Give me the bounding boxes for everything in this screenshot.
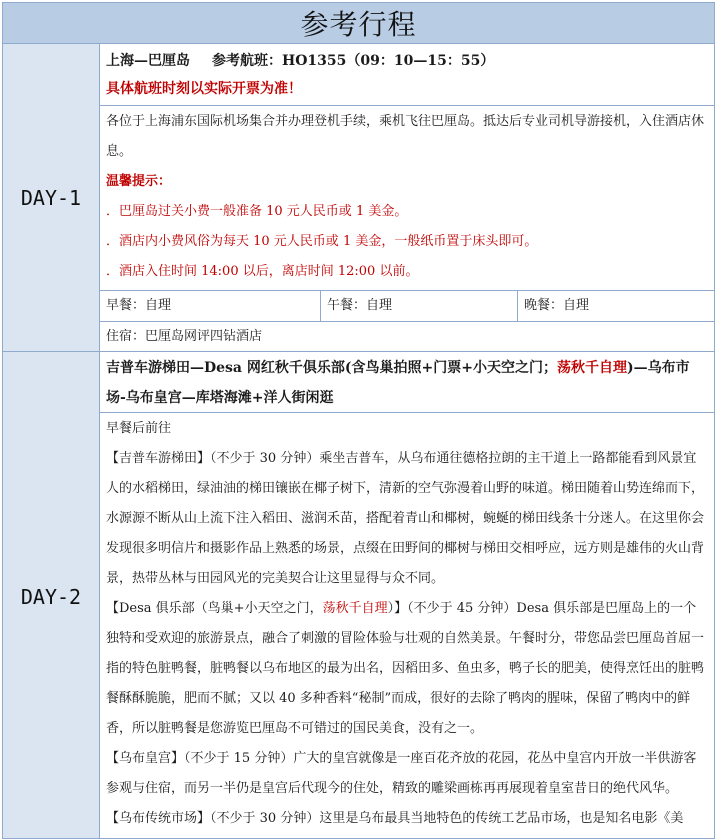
day1-meals-row bbox=[100, 291, 714, 322]
day2-route-red: 荡秋千自理 bbox=[556, 360, 627, 376]
day2-p2-text: （不少于 45 分钟）Desa 俱乐部是巴厘岛上的一个独特和受欢迎的旅游景点，融合了刺激的冒险体验与壮观的自然美景。午餐时分，带您品尝巴厘岛首屈一指的特色脏鸭餐，脏鸭餐以乌布地区的最为出名，因稻田多、鱼虫多，鸭子长的肥美，使得烹饪出的脏鸭餐酥酥脆脆，肥而不腻；又以 40 多种香料“秘制”而成，很好的去除了鸭肉的腥味，保留了鸭肉中的鲜香，所以脏鸭餐是您游览巴厘岛不可错过的国民美食，没有之一。 bbox=[106, 601, 705, 736]
day1-body bbox=[100, 44, 714, 351]
day2-paragraph-4 bbox=[106, 804, 708, 834]
day1-row bbox=[3, 44, 714, 352]
day1-label: DAY-1 bbox=[20, 185, 82, 210]
day2-p3-text: （不少于 15 分钟）广大的皇宫就像是一座百花齐放的花园，花丛中皇宫内开放一半供游客参观与住宿，而另一半仍是皇宫后代现今的住处，精致的雕梁画栋再再展现着皇室昔日的绝代风华。 bbox=[106, 751, 697, 796]
itinerary-table bbox=[2, 2, 715, 839]
day2-description-cell bbox=[100, 413, 714, 834]
day1-description-cell bbox=[100, 106, 714, 291]
day1-dinner: 晚餐：自理 bbox=[524, 298, 590, 313]
day2-route-part-a: 吉普车游梯田—Desa 网红秋千俱乐部(含鸟巢拍照+门票+小天空之门； bbox=[106, 360, 557, 376]
page-title: 参考行程 bbox=[300, 8, 417, 41]
day2-route bbox=[106, 352, 708, 413]
day2-paragraph-3 bbox=[106, 744, 708, 804]
day2-p1-tag: 【吉普车游梯田】 bbox=[106, 451, 211, 466]
day1-hotel: 住宿：巴厘岛网评四钻酒店 bbox=[106, 329, 263, 344]
day1-tip-1: ．巴厘岛过关小费一般准备 10 元人民币或 1 美金。 bbox=[106, 204, 408, 219]
day1-tips-title: 温馨提示： bbox=[106, 174, 172, 189]
day2-p2-tag-red: 荡秋千自理 bbox=[322, 601, 388, 616]
day1-tip-2: ．酒店内小费风俗为每天 10 元人民币或 1 美金，一般纸币置于床头即可。 bbox=[106, 234, 538, 249]
day1-hotel-cell bbox=[100, 322, 714, 352]
day2-paragraph-2 bbox=[106, 594, 708, 744]
day1-warning: 具体航班时刻以实际开票为准！ bbox=[106, 81, 302, 97]
title-bar bbox=[3, 3, 714, 44]
day1-breakfast: 早餐：自理 bbox=[100, 291, 321, 321]
day2-body bbox=[100, 352, 714, 839]
day2-route-part-b: )—乌布市场-乌布皇宫—库塔海滩+洋人街闲逛 bbox=[106, 360, 690, 406]
day1-label-cell bbox=[3, 44, 100, 351]
day1-tip-3: ．酒店入住时间 14:00 以后，离店时间 12:00 以前。 bbox=[106, 264, 419, 279]
day2-header-cell bbox=[100, 352, 714, 413]
day2-row bbox=[3, 352, 714, 839]
day2-p2-tag-b: ）】 bbox=[387, 601, 408, 616]
day2-paragraph-1 bbox=[106, 444, 708, 594]
day2-p4-tag: 【乌布传统市场】 bbox=[106, 811, 211, 826]
day1-flight: 参考航班：HO1355（09：10—15：55） bbox=[212, 53, 495, 69]
day1-lunch: 午餐：自理 bbox=[321, 291, 518, 321]
day2-p3-tag: 【乌布皇宫】 bbox=[106, 751, 185, 766]
day2-p1-text: （不少于 30 分钟）乘坐吉普车，从乌布通往德格拉朗的主干道上一路都能看到风景宜人的水稻梯田，绿油油的梯田镶嵌在椰子树下，清新的空气弥漫着山野的味道。梯田随着山势连绵而下，水源源不断从山上流下注入稻田、滋润禾苗，搭配着青山和椰树，蜿蜒的梯田线条十分迷人。在这里你会发现很多明信片和摄影作品上熟悉的场景，点缀在田野间的椰树与梯田交相呼应，远方则是雄伟的火山背景，热带丛林与田园风光的完美契合让这里显得与众不同。 bbox=[106, 451, 705, 586]
day2-p2-tag-a: 【Desa 俱乐部（鸟巢+小天空之门， bbox=[106, 601, 323, 616]
day2-label-cell bbox=[3, 352, 100, 839]
day1-description: 各位于上海浦东国际机场集合并办理登机手续，乘机飞往巴厘岛。抵达后专业司机导游接机，入住酒店休息。 bbox=[106, 114, 705, 159]
day1-route-line bbox=[106, 44, 708, 76]
day1-header-cell bbox=[100, 44, 714, 106]
day2-label: DAY-2 bbox=[20, 585, 82, 609]
day2-intro: 早餐后前往 bbox=[106, 421, 172, 436]
day1-route: 上海—巴厘岛 bbox=[106, 53, 190, 69]
day2-p4-text: （不少于 30 分钟）这里是乌布最具当地特色的传统工艺品市场，也是知名电影《美 bbox=[210, 811, 684, 826]
